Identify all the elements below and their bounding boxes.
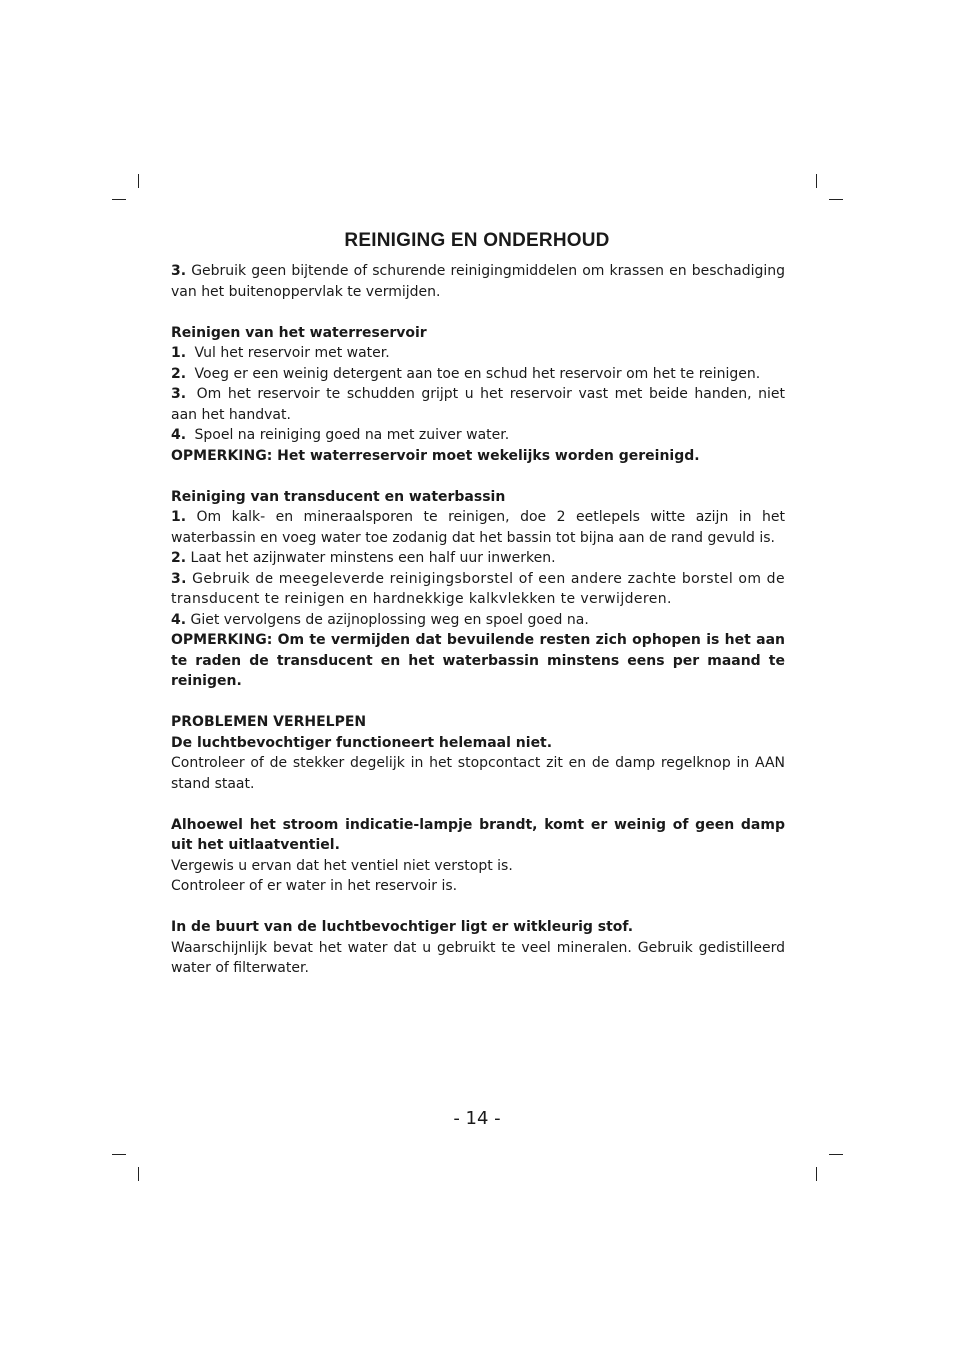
note-reservoir: OPMERKING: Het waterreservoir moet wekelijks worden gereinigd. — [171, 447, 700, 464]
section-heading-transducer: Reiniging van transducent en waterbassin — [171, 488, 506, 505]
step-number: 3. — [171, 570, 187, 587]
crop-mark — [138, 1167, 139, 1181]
step-number: 2. — [171, 550, 187, 566]
step-number: 1. — [171, 345, 187, 361]
crop-mark — [112, 199, 126, 200]
main-content — [171, 261, 785, 979]
page-title: REINIGING EN ONDERHOUD — [344, 230, 610, 251]
list-item — [171, 384, 785, 425]
step-text: Giet vervolgens de azijnoplossing weg en spoel goed na. — [190, 611, 589, 628]
step-number: 4. — [171, 427, 187, 443]
step-text: Gebruik de meegeleverde reinigingsborstel of een andere zachte borstel om de transducent te reinigen en hardnekkige kalkvlekken te verwijderen. — [171, 570, 785, 607]
crop-mark — [829, 199, 843, 200]
problem-question: Alhoewel het stroom indicatie-lampje brandt, komt er weinig of geen damp uit het uitlaatventiel. — [171, 816, 785, 853]
problem-answer: Controleer of de stekker degelijk in het stopcontact zit en de damp regelknop in AAN stand staat. — [171, 755, 785, 792]
step-text: Voeg er een weinig detergent aan toe en schud het reservoir om het te reinigen. — [194, 365, 761, 382]
step-number: 2. — [171, 365, 187, 382]
list-item — [171, 569, 785, 610]
list-item — [171, 507, 785, 548]
step-number: 3. — [171, 263, 187, 279]
step-number: 3. — [171, 386, 187, 402]
problem-answer: Controleer of er water in het reservoir is. — [171, 878, 458, 894]
section-heading-troubleshooting: PROBLEMEN VERHELPEN — [171, 714, 367, 730]
step-text: Spoel na reiniging goed na met zuiver water. — [194, 427, 510, 443]
page-number: - 14 - — [453, 1108, 501, 1129]
step-text: Vul het reservoir met water. — [194, 345, 390, 361]
list-item — [171, 548, 785, 569]
problem-question: In de buurt van de luchtbevochtiger ligt er witkleurig stof. — [171, 919, 634, 935]
step-text: Om kalk- en mineraalsporen te reinigen, doe 2 eetlepels witte azijn in het waterbassin en voeg water toe zodanig dat het bassin tot bijna aan de rand gevuld is. — [171, 509, 785, 546]
intro-paragraph — [171, 261, 785, 302]
crop-mark — [138, 174, 139, 188]
crop-mark — [112, 1154, 126, 1155]
step-number: 4. — [171, 611, 187, 628]
list-item — [171, 343, 785, 364]
crop-mark — [816, 174, 817, 188]
section-heading-reservoir: Reinigen van het waterreservoir — [171, 324, 427, 341]
list-item — [171, 425, 785, 446]
step-text: Gebruik geen bijtende of schurende reinigingmiddelen om krassen en beschadiging van het buitenoppervlak te vermijden. — [171, 263, 786, 300]
step-text: Om het reservoir te schudden grijpt u het reservoir vast met beide handen, niet aan het handvat. — [171, 386, 785, 423]
crop-mark — [816, 1167, 817, 1181]
list-item — [171, 610, 785, 631]
list-item — [171, 364, 785, 385]
step-text: Laat het azijnwater minstens een half uur inwerken. — [190, 550, 556, 566]
problem-answer: Vergewis u ervan dat het ventiel niet verstopt is. — [171, 857, 513, 874]
crop-mark — [829, 1154, 843, 1155]
step-number: 1. — [171, 509, 187, 525]
problem-answer: Waarschijnlijk bevat het water dat u gebruikt te veel mineralen. Gebruik gedistilleerd water of filterwater. — [171, 939, 785, 976]
problem-question: De luchtbevochtiger functioneert helemaal niet. — [171, 734, 553, 751]
note-transducer: OPMERKING: Om te vermijden dat bevuilende resten zich ophopen is het aan te raden de transducent en het waterbassin minstens eens per maand te reinigen. — [171, 632, 785, 689]
